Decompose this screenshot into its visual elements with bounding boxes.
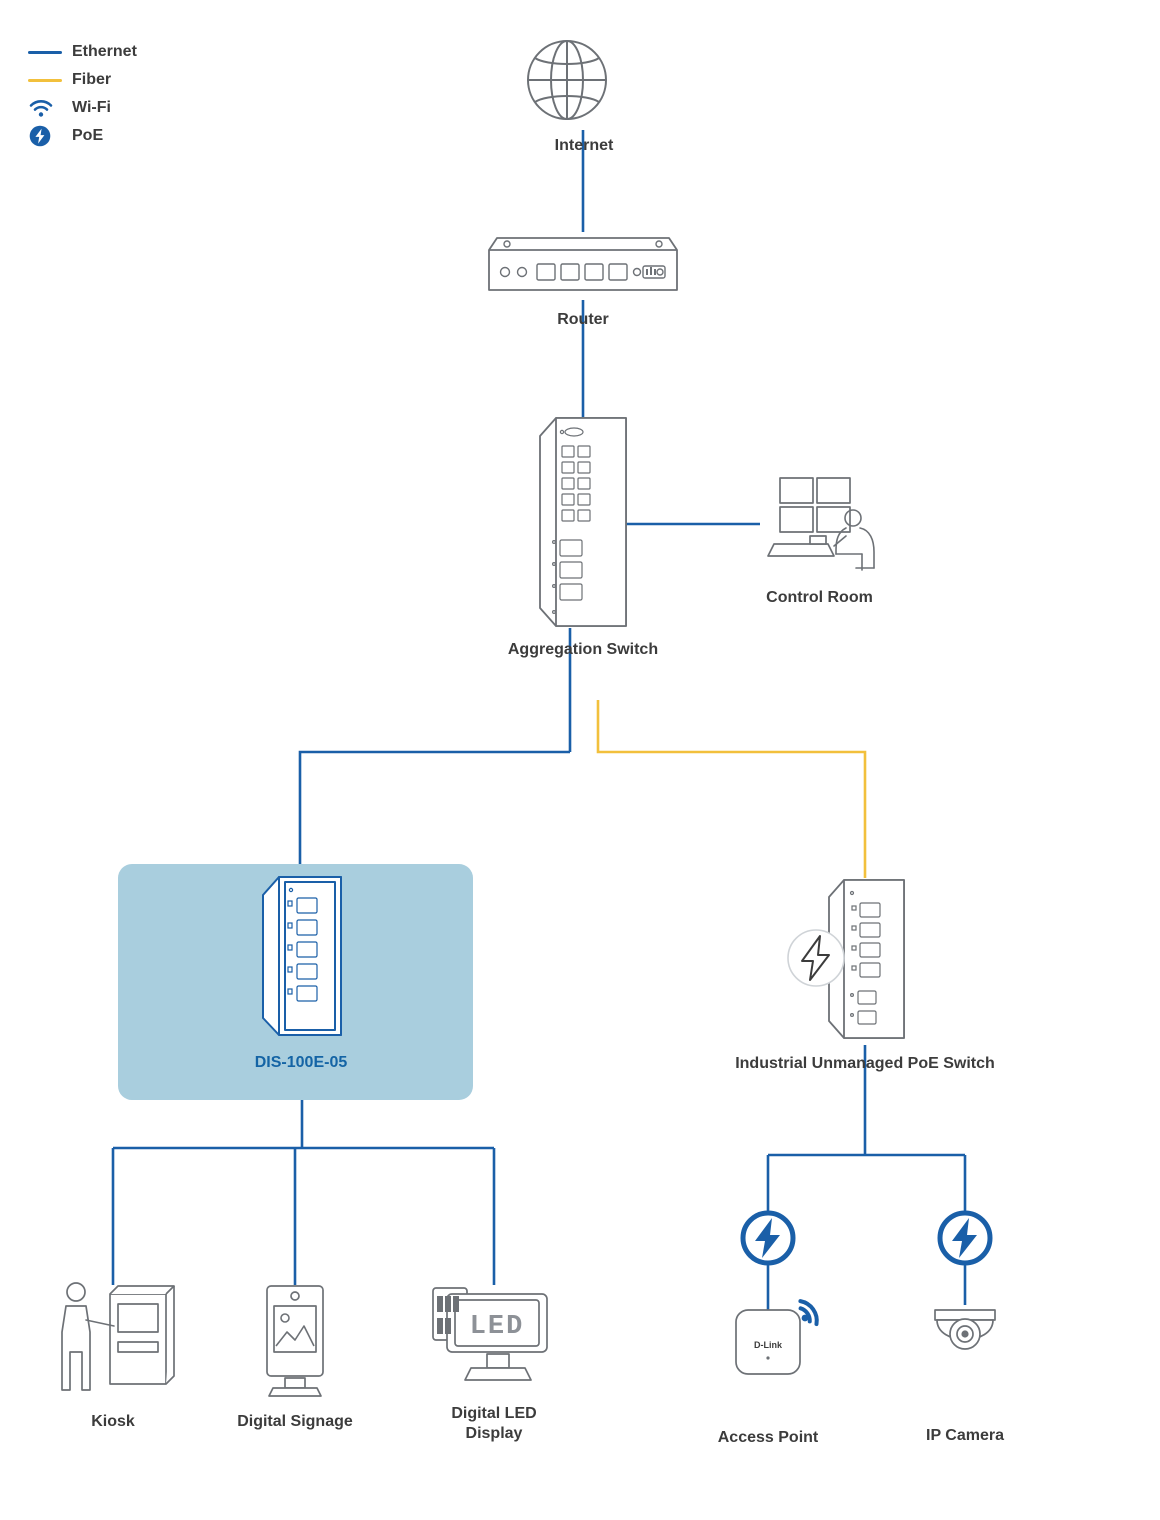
node-label-control-room: Control Room xyxy=(766,589,873,606)
node-label-ip-camera: IP Camera xyxy=(926,1427,1004,1444)
legend-label-wifi: Wi-Fi xyxy=(72,99,111,116)
signage-icon xyxy=(221,1282,369,1400)
poe-icon xyxy=(28,124,66,148)
node-internet[interactable] xyxy=(519,32,649,156)
poe-icon xyxy=(786,928,846,988)
legend-item-ethernet xyxy=(28,38,228,66)
line-icon xyxy=(28,79,66,82)
dome-camera-icon xyxy=(897,1298,1033,1380)
node-dis-100e-05[interactable] xyxy=(206,872,396,1073)
legend-label-ethernet: Ethernet xyxy=(72,43,137,60)
node-label-router: Router xyxy=(557,311,609,328)
globe-icon xyxy=(519,32,649,128)
node-aggregation-switch[interactable] xyxy=(463,412,703,660)
industrial-switch-icon xyxy=(463,412,703,630)
router-icon xyxy=(483,228,683,304)
node-kiosk[interactable] xyxy=(43,1280,183,1432)
access-point-icon xyxy=(700,1300,836,1384)
legend-item-poe xyxy=(28,122,228,150)
node-digital-led-display[interactable] xyxy=(413,1282,575,1444)
industrial-switch-icon xyxy=(705,875,1025,1040)
ap-brand-text: D-Link xyxy=(754,1340,782,1350)
node-label-dis-100e-05: DIS-100E-05 xyxy=(254,1054,348,1071)
node-label-kiosk: Kiosk xyxy=(91,1413,135,1430)
node-label-digital-led-display-line1: Digital LED xyxy=(451,1405,537,1422)
line-icon xyxy=(28,51,66,54)
node-label-digital-signage: Digital Signage xyxy=(237,1413,353,1430)
node-digital-signage[interactable] xyxy=(221,1282,369,1432)
poe-icon xyxy=(937,1210,993,1266)
node-label-access-point: Access Point xyxy=(717,1429,819,1446)
poe-icon xyxy=(740,1210,796,1266)
node-label-internet: Internet xyxy=(554,137,614,154)
node-label-digital-led-display-line2: Display xyxy=(465,1425,523,1442)
legend xyxy=(28,38,228,150)
legend-item-fiber xyxy=(28,66,228,94)
node-control-room[interactable] xyxy=(737,470,902,608)
node-label-aggregation-switch: Aggregation Switch xyxy=(507,641,659,658)
node-router[interactable] xyxy=(483,228,683,330)
legend-label-poe: PoE xyxy=(72,127,104,144)
legend-item-wifi xyxy=(28,94,228,122)
led-display-icon xyxy=(413,1282,575,1394)
link-aggregation-dis100e xyxy=(300,752,570,865)
node-ip-camera[interactable] xyxy=(897,1298,1033,1446)
node-access-point[interactable] xyxy=(700,1300,836,1448)
legend-label-fiber: Fiber xyxy=(72,71,112,88)
industrial-switch-icon xyxy=(206,872,396,1037)
led-screen-text: LED xyxy=(469,1312,525,1342)
node-industrial-poe-switch[interactable] xyxy=(705,875,1025,1074)
workstation-icon xyxy=(737,470,902,580)
kiosk-icon xyxy=(43,1280,183,1400)
wifi-icon xyxy=(28,98,66,118)
link-aggregation-poeswitch-fiber xyxy=(598,700,865,878)
node-label-industrial-poe-switch: Industrial Unmanaged PoE Switch xyxy=(735,1055,995,1072)
